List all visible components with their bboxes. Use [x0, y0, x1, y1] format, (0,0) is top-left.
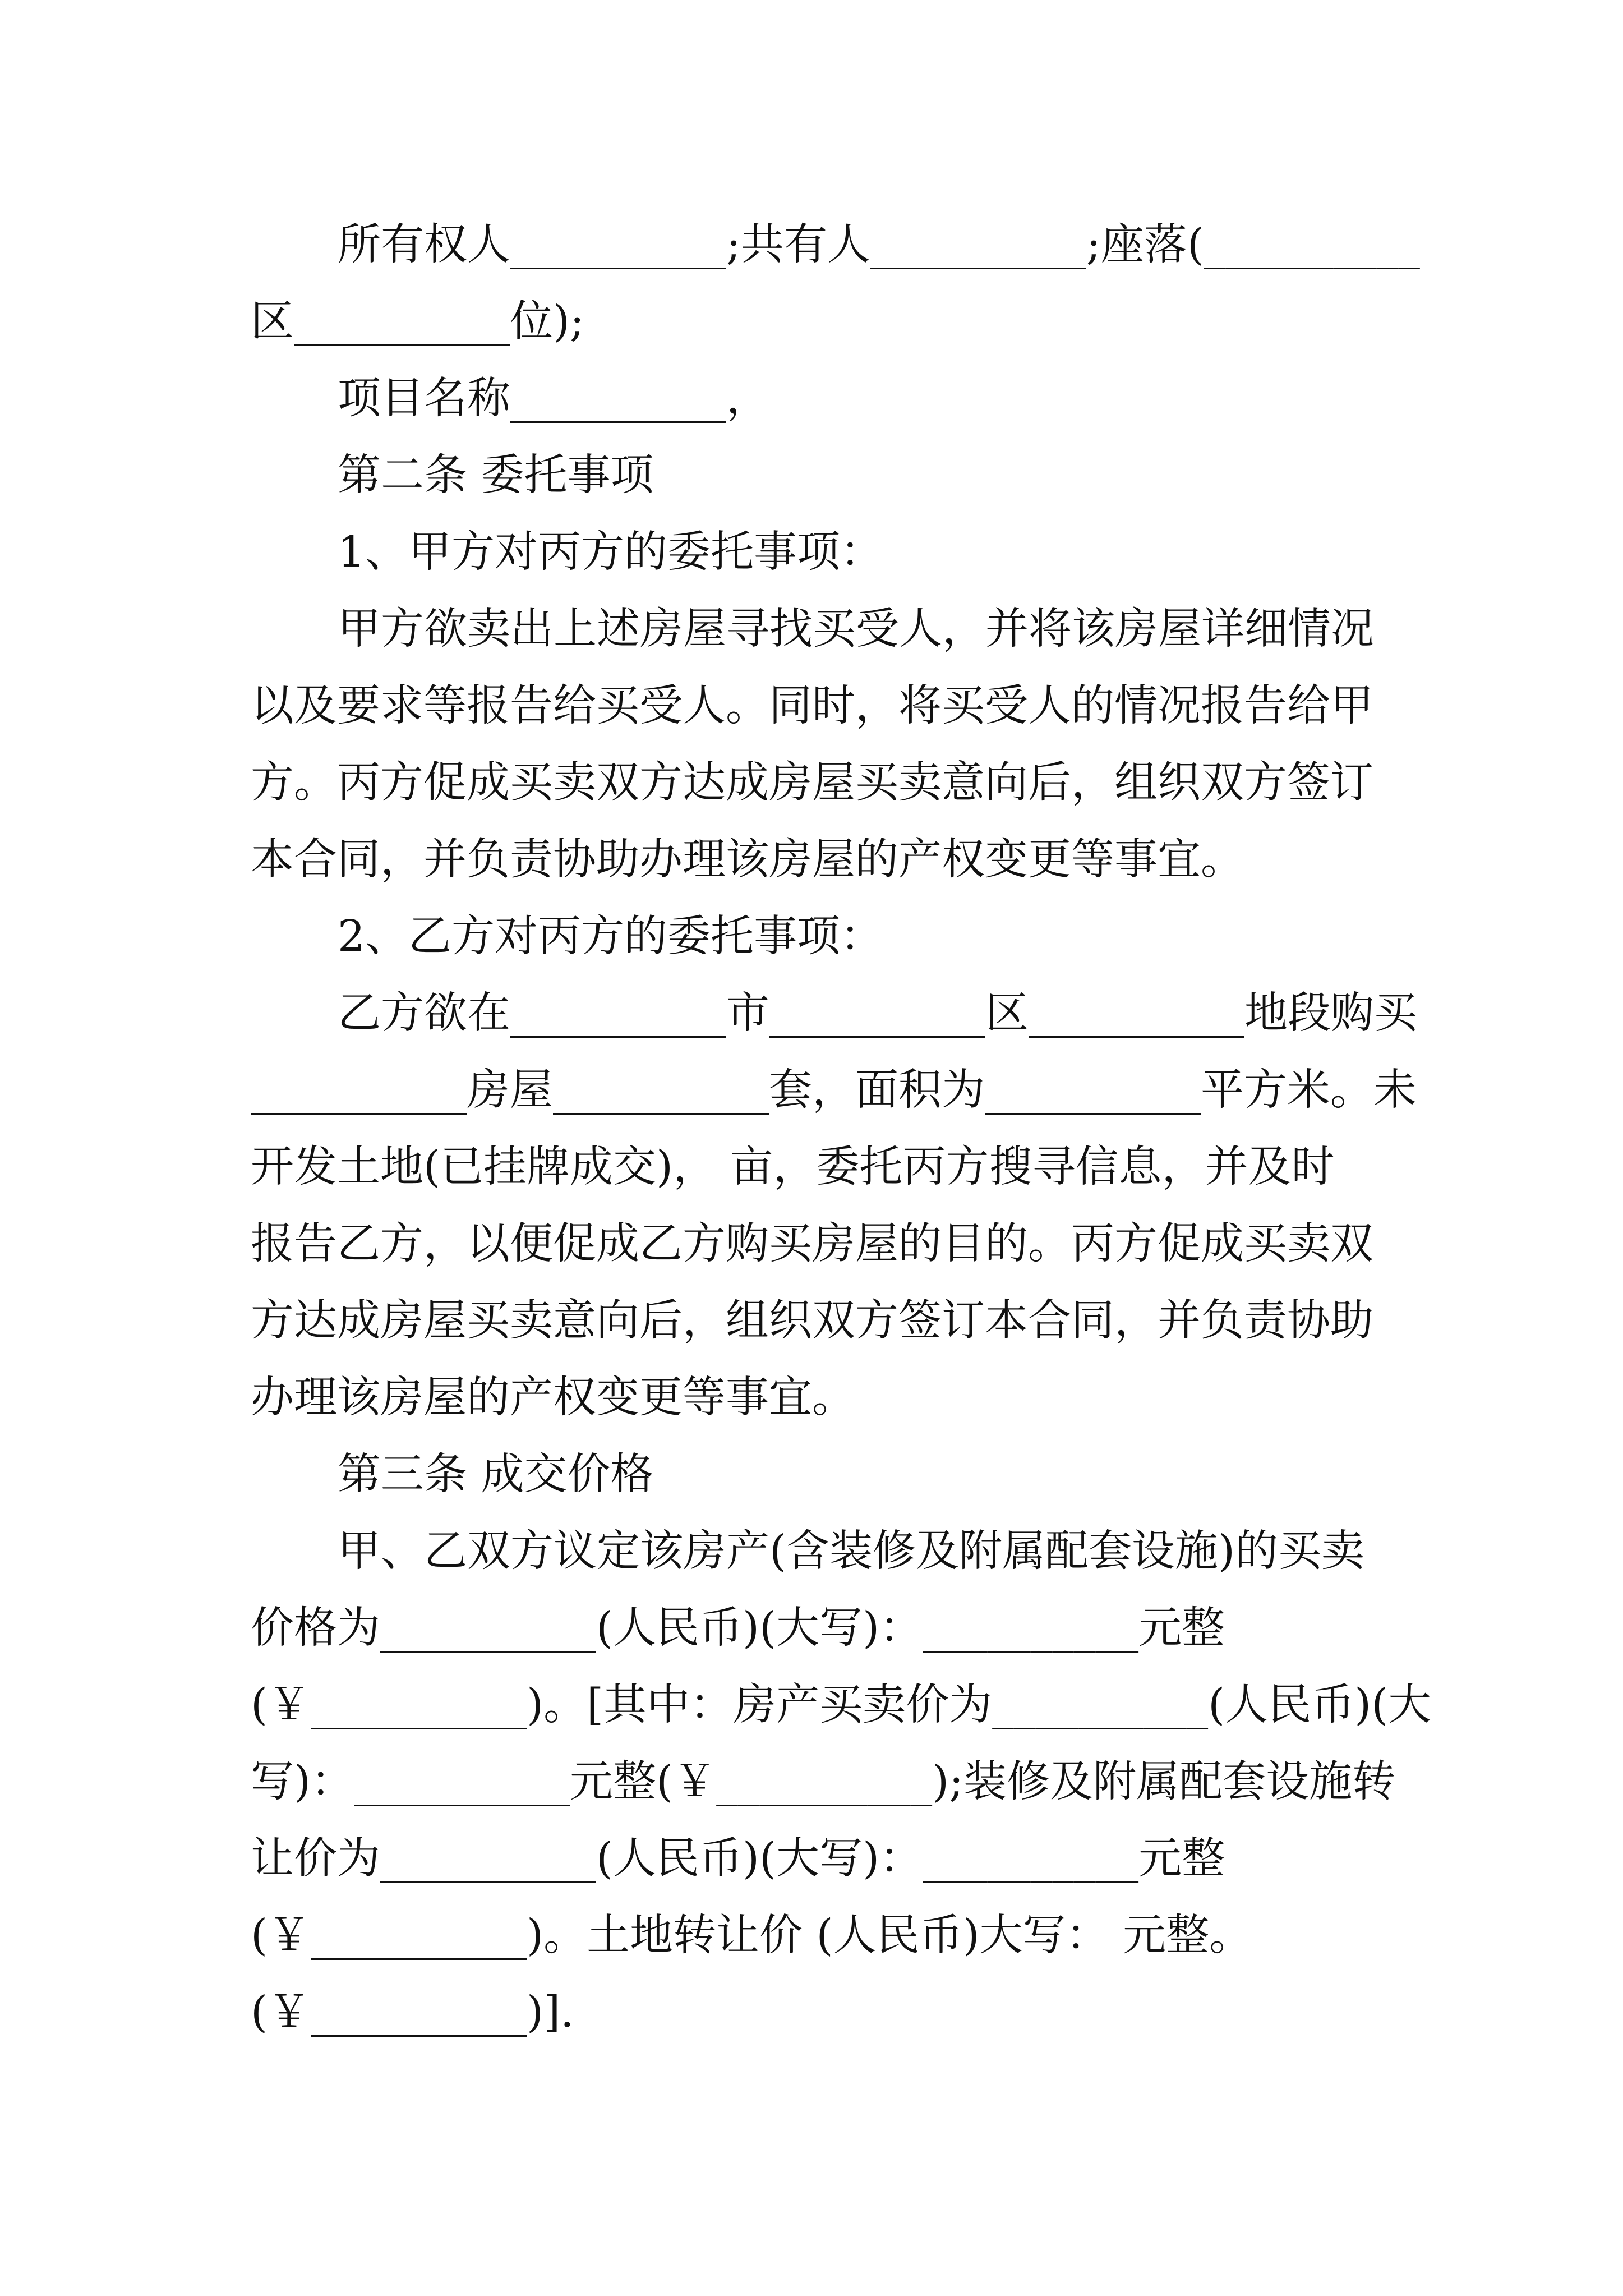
- doc-line-text: 2、乙方对丙方的委托事项：: [338, 912, 883, 961]
- doc-line-text: 方达成房屋买卖意向后，组织双方签订本合同，并负责协助: [251, 1296, 1373, 1346]
- doc-line-text: 价格为__________(人民币)(大写)：__________元整: [251, 1603, 1225, 1653]
- doc-line: [251, 360, 1388, 437]
- doc-line-text: 本合同，并负责协助办理该房屋的产权变更等事宜。: [251, 835, 1244, 885]
- section-heading: [251, 437, 1388, 514]
- doc-line: [251, 1205, 1388, 1282]
- doc-line: [251, 1129, 1388, 1205]
- doc-line-text: 甲方欲卖出上述房屋寻找买受人，并将该房屋详细情况: [338, 604, 1374, 654]
- doc-line: [251, 898, 1388, 975]
- doc-line: [251, 975, 1417, 1052]
- doc-line: [251, 1359, 1388, 1436]
- doc-line-text: 开发土地(已挂牌成交)， 亩，委托丙方搜寻信息，并及时: [251, 1142, 1335, 1192]
- doc-line: [251, 821, 1388, 898]
- doc-line: [251, 1513, 1388, 1590]
- section-heading: [251, 1436, 1388, 1513]
- doc-line-text: 以及要求等报告给买受人。同时，将买受人的情况报告给甲: [251, 681, 1373, 731]
- doc-line: [251, 1743, 1396, 1820]
- doc-line-text: 让价为__________(人民币)(大写)：__________元整: [251, 1834, 1225, 1884]
- doc-line: [251, 1052, 1417, 1129]
- doc-line: [251, 283, 1388, 360]
- section-heading-text: 第三条 成交价格: [338, 1450, 654, 1499]
- doc-line-text: (￥__________)。土地转让价 (人民币)大写： 元整。: [251, 1911, 1253, 1961]
- doc-line: [251, 1974, 1388, 2051]
- doc-line-text: 写)：__________元整(￥__________);装修及附属配套设施转: [251, 1757, 1396, 1807]
- doc-line: [251, 668, 1388, 744]
- section-heading-text: 第二条 委托事项: [338, 450, 654, 500]
- doc-line-text: 甲、乙双方议定该房产(含装修及附属配套设施)的买卖: [338, 1526, 1365, 1576]
- doc-line: [251, 1282, 1388, 1359]
- doc-line-text: 报告乙方，以便促成乙方购买房屋的目的。丙方促成买卖双: [251, 1219, 1373, 1269]
- doc-line-text: 所有权人__________;共有人__________;座落(__________: [338, 220, 1420, 270]
- doc-line: [251, 1667, 1432, 1743]
- doc-line-text: 乙方欲在__________市__________区__________地段购买: [338, 988, 1417, 1038]
- doc-line: [251, 1820, 1388, 1897]
- doc-line-text: __________房屋__________套，面积为__________平方米。未: [251, 1065, 1417, 1115]
- doc-line-text: (￥__________)。[其中：房产买卖价为__________(人民币)(大: [251, 1680, 1432, 1730]
- doc-line: [251, 206, 1420, 283]
- doc-line-text: 区__________位);: [251, 297, 584, 347]
- document-body: [251, 206, 1432, 2051]
- doc-line-text: 办理该房屋的产权变更等事宜。: [251, 1373, 855, 1423]
- doc-line-text: (￥__________)].: [251, 1987, 574, 2037]
- doc-line: [251, 1897, 1388, 1974]
- doc-line-text: 项目名称__________，: [338, 374, 769, 424]
- doc-line: [251, 514, 1388, 591]
- doc-line: [251, 744, 1388, 821]
- doc-line: [251, 1590, 1388, 1667]
- doc-line-text: 方。丙方促成买卖双方达成房屋买卖意向后，组织双方签订: [251, 758, 1373, 808]
- doc-line: [251, 591, 1388, 668]
- doc-line-text: 1、甲方对丙方的委托事项：: [338, 527, 883, 577]
